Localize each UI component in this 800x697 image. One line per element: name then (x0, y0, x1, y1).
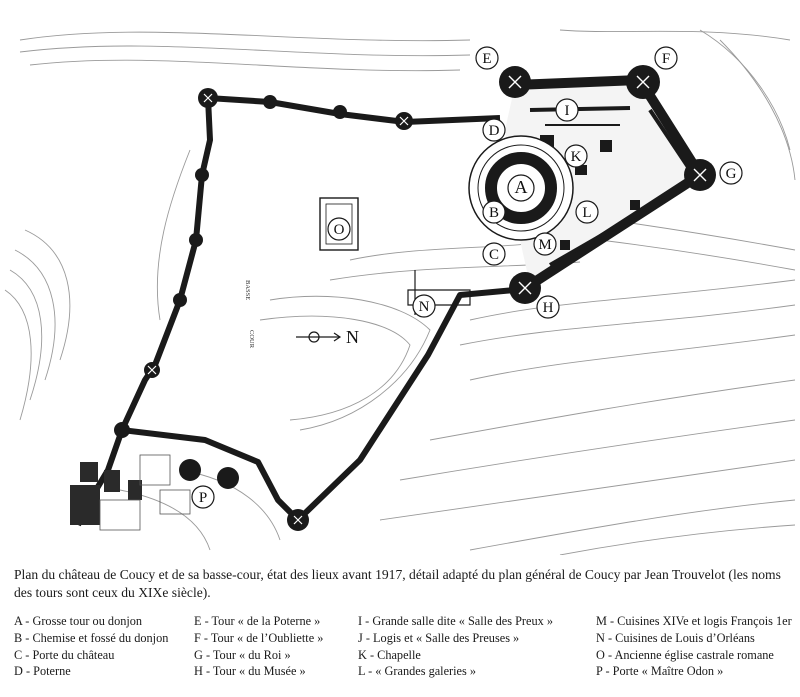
marker-letter-m: M (538, 237, 552, 253)
legend-item: C - Porte du château (14, 647, 115, 662)
annotation-basse: BASSE (244, 280, 251, 301)
basse-cour-enceinte (78, 98, 515, 525)
town-outlines (100, 455, 190, 530)
marker-letter-a: A (514, 177, 528, 197)
legend-item: P - Porte « Maître Odon » (596, 664, 724, 679)
legend-item: G - Tour « du Roi » (194, 647, 291, 662)
terrain-contours (5, 30, 795, 555)
legend-item: E - Tour « de la Poterne » (194, 614, 321, 628)
legend-item: N - Cuisines de Louis d’Orléans (596, 630, 755, 645)
marker-letter-p: P (198, 490, 208, 506)
marker-letter-g: G (725, 166, 737, 182)
legend-column-2 (194, 613, 323, 680)
legend-item: J - Logis et « Salle des Preuses » (358, 630, 520, 645)
legend-column-1 (14, 613, 168, 680)
legend-item: D - Poterne (14, 664, 71, 679)
marker-letter-k: K (570, 149, 582, 165)
legend-item: L - « Grandes galeries » (358, 664, 477, 679)
marker-letter-h: H (542, 300, 554, 316)
marker-letter-c: C (488, 247, 500, 263)
town-houses (70, 462, 142, 525)
marker-letter-l: L (582, 205, 592, 221)
marker-letter-i: I (564, 103, 570, 119)
marker-letter-d: D (488, 123, 500, 139)
legend-item: H - Tour « du Musée » (194, 664, 306, 679)
annotation-cour: COUR (248, 330, 255, 349)
north-letter: N (346, 327, 359, 347)
legend-column-4 (596, 613, 792, 680)
marker-letter-o: O (333, 222, 345, 238)
legend-item: M - Cuisines XIVe et logis François 1er (596, 614, 792, 628)
marker-letter-b: B (488, 205, 500, 221)
legend-item: F - Tour « de l’Oubliette » (194, 630, 324, 645)
legend-column-3 (358, 613, 553, 680)
marker-letter-f: F (661, 51, 671, 67)
legend-item: B - Chemise et fossé du donjon (14, 630, 169, 645)
map-caption: Plan du château de Coucy et de sa basse-cour, état des lieux avant 1917, détail adapté du plan général de Coucy par Jean Trouvelot (les noms des tours sont ceux du XIXe siècle). (14, 567, 781, 600)
north-arrow (296, 332, 340, 342)
legend-item: K - Chapelle (358, 647, 421, 662)
legend-item: O - Ancienne église castrale romane (596, 647, 774, 662)
castle-plan (469, 65, 716, 304)
legend-item: A - Grosse tour ou donjon (14, 614, 143, 628)
marker-letter-e: E (482, 51, 492, 67)
legend-item: I - Grande salle dite « Salle des Preux » (358, 614, 553, 628)
marker-letter-n: N (418, 299, 430, 315)
